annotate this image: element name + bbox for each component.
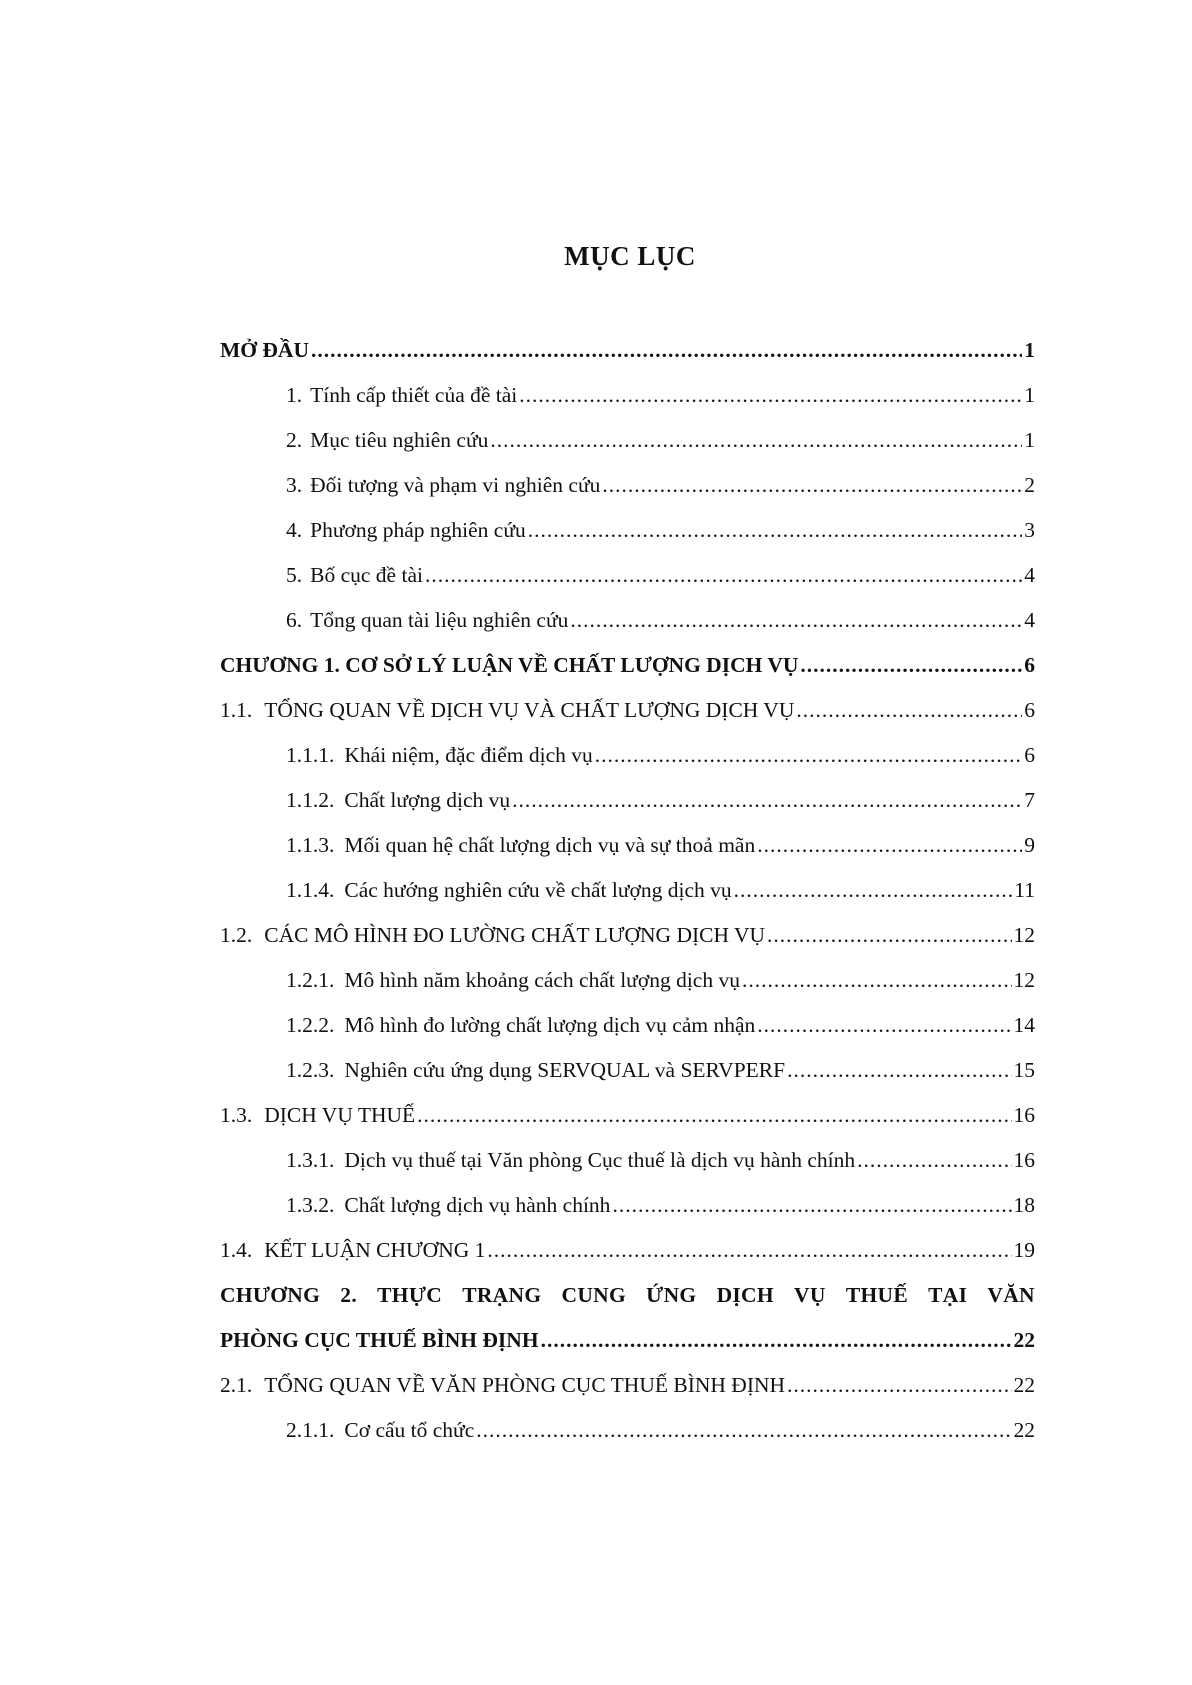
toc-entry-number: 1.1. (220, 698, 253, 722)
toc-entry-page-number: 1 (1024, 428, 1035, 452)
toc-entry[interactable] (220, 1138, 1035, 1183)
toc-entry-word: THỰC (377, 1283, 443, 1307)
toc-entry-number: 1.2. (220, 923, 253, 947)
dot-leader (528, 508, 1023, 553)
toc-entry[interactable] (220, 598, 1035, 643)
toc-entry-title: CHƯƠNG 1. CƠ SỞ LÝ LUẬN VỀ CHẤT LƯỢNG DỊCH VỤ (220, 653, 799, 677)
toc-entry-page-number: 12 (1013, 968, 1035, 992)
toc-entry[interactable] (220, 1408, 1035, 1453)
toc-entry-title: Mối quan hệ chất lượng dịch vụ và sự thoả mãn (344, 833, 756, 857)
toc-entry-title: Tính cấp thiết của đề tài (310, 383, 518, 407)
toc-entry-number: 1.3.1. (286, 1148, 335, 1172)
toc-entry-page-number: 7 (1024, 788, 1035, 812)
toc-entry-chapter-2-line-2[interactable] (220, 1318, 1035, 1363)
toc-entry-page-number: 1 (1024, 383, 1035, 407)
toc-entry-page-number: 1 (1024, 338, 1035, 362)
toc-entry-number: 5. (286, 563, 303, 587)
toc-entry[interactable] (220, 463, 1035, 508)
toc-entry-word: VĂN (987, 1283, 1035, 1307)
toc-entry-title: Các hướng nghiên cứu về chất lượng dịch vụ (344, 878, 732, 902)
toc-entry[interactable] (220, 868, 1035, 913)
toc-entry-page-number: 18 (1013, 1193, 1035, 1217)
toc-entry-title: Bố cục đề tài (310, 563, 423, 587)
toc-entry-page-number: 14 (1013, 1013, 1035, 1037)
toc-entry-number: 2.1.1. (286, 1418, 335, 1442)
toc-entry[interactable] (220, 1003, 1035, 1048)
toc-entry[interactable] (220, 733, 1035, 778)
table-of-contents (220, 328, 1035, 1453)
toc-entry-number: 1. (286, 383, 303, 407)
toc-entry-title: Cơ cấu tổ chức (344, 1418, 475, 1442)
toc-entry-page-number: 11 (1014, 878, 1035, 902)
toc-entry-page-number: 12 (1013, 923, 1035, 947)
dot-leader (595, 733, 1023, 778)
toc-entry-number: 4. (286, 518, 303, 542)
toc-entry-number: 1.2.3. (286, 1058, 335, 1082)
dot-leader (541, 1318, 1012, 1363)
toc-entry-number: 1.3. (220, 1103, 253, 1127)
toc-entry-page-number: 4 (1024, 608, 1035, 632)
toc-entry[interactable] (220, 913, 1035, 958)
toc-entry[interactable] (220, 688, 1035, 733)
toc-entry-title: Khái niệm, đặc điểm dịch vụ (344, 743, 593, 767)
toc-entry-title: TỔNG QUAN VỀ VĂN PHÒNG CỤC THUẾ BÌNH ĐỊNH (264, 1373, 786, 1397)
dot-leader (311, 328, 1022, 373)
toc-entry[interactable] (220, 643, 1035, 688)
toc-entry-page-number: 19 (1013, 1238, 1035, 1262)
dot-leader (757, 823, 1022, 868)
toc-entry-number: 1.2.1. (286, 968, 335, 992)
toc-entry-number: 1.1.4. (286, 878, 335, 902)
toc-entry-number: 1.4. (220, 1238, 253, 1262)
toc-entry-page-number: 9 (1024, 833, 1035, 857)
toc-entry-word: TRẠNG (462, 1283, 542, 1307)
toc-entry[interactable] (220, 1048, 1035, 1093)
toc-entry[interactable] (220, 823, 1035, 868)
toc-entry-number: 6. (286, 608, 303, 632)
toc-entry-title: Đối tượng và phạm vi nghiên cứu (310, 473, 601, 497)
toc-entry-title: Dịch vụ thuế tại Văn phòng Cục thuế là dịch vụ hành chính (344, 1148, 856, 1172)
toc-entry[interactable] (220, 418, 1035, 463)
toc-entry-number: 1.1.2. (286, 788, 335, 812)
toc-entry-page-number: 6 (1024, 743, 1035, 767)
toc-entry[interactable] (220, 373, 1035, 418)
toc-entry-title: Mô hình đo lường chất lượng dịch vụ cảm nhận (344, 1013, 756, 1037)
toc-entry[interactable] (220, 1363, 1035, 1408)
toc-entry[interactable] (220, 508, 1035, 553)
dot-leader (417, 1093, 1011, 1138)
toc-entry-number: 2. (286, 428, 303, 452)
dot-leader (757, 1003, 1011, 1048)
toc-entry-page-number: 22 (1013, 1328, 1035, 1352)
toc-entry[interactable] (220, 328, 1035, 373)
toc-entry-page-number: 16 (1013, 1148, 1035, 1172)
dot-leader (796, 688, 1022, 733)
page-title: MỤC LỤC (564, 241, 696, 271)
dot-leader (487, 1228, 1011, 1273)
toc-entry-page-number: 4 (1024, 563, 1035, 587)
toc-entry-number: 1.2.2. (286, 1013, 335, 1037)
toc-entry[interactable] (220, 1093, 1035, 1138)
toc-entry-title: Chất lượng dịch vụ (344, 788, 511, 812)
dot-leader (476, 1408, 1011, 1453)
toc-entry-number: 2.1. (220, 1373, 253, 1397)
toc-entry-word: ỨNG (646, 1283, 697, 1307)
toc-entry-word: VỤ (794, 1283, 826, 1307)
toc-entry-title: CÁC MÔ HÌNH ĐO LƯỜNG CHẤT LƯỢNG DỊCH VỤ (264, 923, 766, 947)
toc-entry-title: Nghiên cứu ứng dụng SERVQUAL và SERVPERF (344, 1058, 786, 1082)
toc-entry-title: Tổng quan tài liệu nghiên cứu (310, 608, 569, 632)
toc-entry-page-number: 22 (1013, 1373, 1035, 1397)
dot-leader (519, 373, 1022, 418)
toc-entry-title: Chất lượng dịch vụ hành chính (344, 1193, 611, 1217)
dot-leader (742, 958, 1012, 1003)
toc-entry-chapter-2-line-1[interactable] (220, 1273, 1035, 1318)
toc-entry-number: 1.3.2. (286, 1193, 335, 1217)
toc-entry-word: DỊCH (716, 1283, 774, 1307)
toc-entry-page-number: 2 (1024, 473, 1035, 497)
toc-entry[interactable] (220, 1183, 1035, 1228)
toc-entry-word: CUNG (561, 1283, 627, 1307)
toc-entry-number: 3. (286, 473, 303, 497)
dot-leader (612, 1183, 1011, 1228)
toc-entry-word: CHƯƠNG (220, 1283, 321, 1307)
toc-entry-title: TỔNG QUAN VỀ DỊCH VỤ VÀ CHẤT LƯỢNG DỊCH VỤ (264, 698, 795, 722)
toc-entry-title: Mô hình năm khoảng cách chất lượng dịch vụ (344, 968, 740, 992)
dot-leader (490, 418, 1022, 463)
toc-entry-title: PHÒNG CỤC THUẾ BÌNH ĐỊNH (220, 1328, 539, 1352)
dot-leader (734, 868, 1013, 913)
toc-entry-number: 1.1.1. (286, 743, 335, 767)
toc-entry-title: DỊCH VỤ THUẾ (264, 1103, 416, 1127)
toc-entry[interactable] (220, 1228, 1035, 1273)
toc-entry-title: Phương pháp nghiên cứu (310, 518, 526, 542)
toc-entry[interactable] (220, 778, 1035, 823)
dot-leader (570, 598, 1022, 643)
dot-leader (767, 913, 1011, 958)
dot-leader (425, 553, 1022, 598)
toc-entry-page-number: 16 (1013, 1103, 1035, 1127)
toc-entry-title: MỞ ĐẦU (220, 338, 309, 362)
toc-entry-word: THUẾ (845, 1283, 908, 1307)
toc-entry-page-number: 3 (1024, 518, 1035, 542)
toc-entry-title: KẾT LUẬN CHƯƠNG 1 (264, 1238, 486, 1262)
toc-entry-title: Mục tiêu nghiên cứu (310, 428, 489, 452)
toc-entry[interactable] (220, 958, 1035, 1003)
toc-entry-page-number: 6 (1024, 653, 1035, 677)
toc-entry-word: TẠI (928, 1283, 968, 1307)
toc-entry[interactable] (220, 553, 1035, 598)
toc-entry-word: 2. (340, 1283, 358, 1307)
dot-leader (857, 1138, 1011, 1183)
dot-leader (787, 1048, 1011, 1093)
toc-entry-page-number: 6 (1024, 698, 1035, 722)
toc-entry-page-number: 22 (1013, 1418, 1035, 1442)
dot-leader (800, 643, 1022, 688)
dot-leader (787, 1363, 1011, 1408)
toc-entry-number: 1.1.3. (286, 833, 335, 857)
toc-entry-page-number: 15 (1013, 1058, 1035, 1082)
dot-leader (602, 463, 1022, 508)
dot-leader (512, 778, 1022, 823)
